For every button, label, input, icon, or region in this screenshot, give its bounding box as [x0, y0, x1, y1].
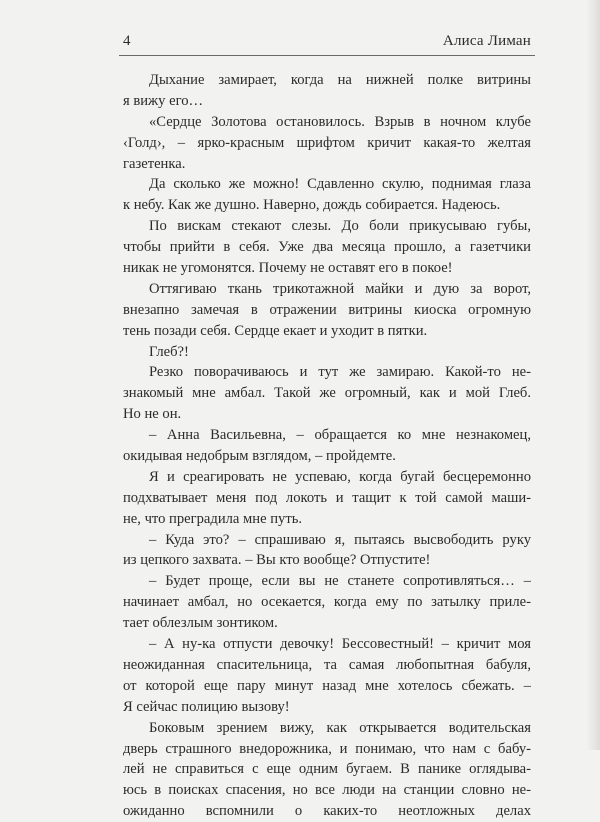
text-line: никак не угомонятся. Почему не оставят его в покое! — [123, 260, 453, 277]
text-line: чтобы прийти в себя. Уже два месяца прошло, а газетчики — [123, 239, 531, 256]
text-line: Но не он. — [123, 406, 182, 423]
page-number: 4 — [123, 33, 131, 49]
text-line: начинает амбал, но осекается, когда ему по затылку приле- — [123, 594, 531, 611]
text-line: Боковым зрением вижу, как открывается водительская — [149, 719, 531, 736]
text-line: Дыхание замирает, когда на нижней полке витрины — [149, 72, 531, 88]
text-line: подхватывает меня под локоть и тащит к той самой маши- — [123, 489, 531, 506]
text-line: – Анна Васильевна, – обращается ко мне незнакомец, — [149, 427, 531, 444]
text-line: «Сердце Золотова остановилось. Взрыв в ночном клубе — [149, 113, 531, 130]
text-line: тает облезлым зонтиком. — [123, 615, 278, 632]
text-line: тень позади себя. Сердце екает и уходит в пятки. — [123, 322, 428, 339]
text-line: окидывая недобрым взглядом, – пройдемте. — [123, 448, 396, 465]
text-line: ‹Голд›, – ярко-красным шрифтом кричит какая-то желтая — [123, 134, 531, 151]
text-line: из цепкого захвата. – Вы кто вообще? Отпустите! — [123, 552, 431, 569]
text-line: Я сейчас полицию вызову! — [123, 698, 290, 715]
text-line: внезапно замечая в отражении витрины киоска огромную — [123, 301, 531, 318]
page-header — [119, 31, 535, 56]
text-line: лей не справиться с еще одним бугаем. В панике оглядыва- — [123, 761, 531, 778]
running-head-author: Алиса Лиман — [442, 33, 531, 49]
text-line: Резко поворачиваюсь и тут же замираю. Какой-то не- — [149, 364, 531, 381]
text-line: Оттягиваю ткань трикотажной майки и дую за ворот, — [149, 280, 531, 297]
text-line: я вижу его… — [123, 92, 204, 109]
text-line: – Будет проще, если вы не станете сопротивляться… – — [149, 573, 531, 590]
text-line: к небу. Как же душно. Наверно, дождь собирается. Надеюсь. — [123, 197, 501, 214]
text-line: – А ну-ка отпусти девочку! Бессовестный! – кричит моя — [149, 636, 531, 653]
text-line: газетенка. — [123, 155, 186, 172]
text-line: не, что преградила мне путь. — [123, 510, 303, 527]
text-line: По вискам стекают слезы. До боли прикусываю губы, — [149, 218, 531, 235]
body-text — [123, 70, 531, 822]
page-edge-shadow — [586, 0, 600, 750]
text-line: знакомый мне амбал. Такой же огромный, как и мой Глеб. — [123, 385, 531, 402]
text-line: дверь страшного внедорожника, и понимаю, что нам с бабу- — [123, 740, 531, 757]
text-line: – Куда это? – спрашиваю я, пытаясь высвободить руку — [149, 531, 531, 548]
text-line: неожиданная спасительница, та самая любопытная бабуля, — [123, 656, 531, 673]
text-line: ожиданно вспомнили о каких-то неотложных делах — [123, 803, 531, 820]
text-line: от которой еще пару минут назад мне хотелось сбежать. – — [123, 677, 531, 694]
text-line: юсь в поисках спасения, но все люди на станции словно не- — [123, 782, 531, 799]
text-line: Да сколько же можно! Сдавленно скулю, поднимая глаза — [149, 176, 531, 193]
text-line: Я и среагировать не успеваю, когда бугай бесцеремонно — [149, 468, 531, 485]
text-line: Глеб?! — [149, 343, 189, 360]
